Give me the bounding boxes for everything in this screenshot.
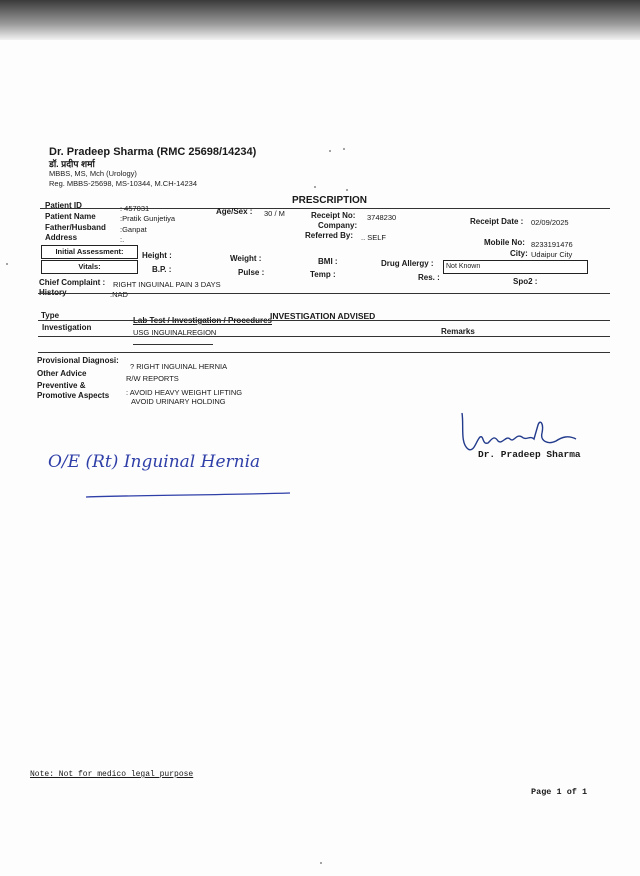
investigation-title: INVESTIGATION ADVISED — [270, 311, 376, 321]
referred-label: Referred By: — [305, 231, 354, 240]
weight-label: Weight : — [230, 254, 262, 263]
handwritten-underline — [84, 490, 294, 500]
handwritten-note: O/E (Rt) Inguinal Hernia — [48, 452, 261, 472]
scan-speck — [320, 862, 322, 864]
doctor-qualification: MBBS, MS, Mch (Urology) — [49, 169, 137, 178]
type-header: Type — [41, 311, 60, 320]
initial-assessment-box — [41, 245, 138, 259]
chief-complaint-label: Chief Complaint : — [39, 278, 106, 287]
city-value: Udaipur City — [531, 250, 573, 259]
referred-value: .. SELF — [361, 233, 387, 242]
investigation-row-value: USG INGUINALREGION — [133, 328, 217, 337]
age-sex-label: Age/Sex : — [216, 207, 253, 216]
chief-complaint: RIGHT INGUINAL PAIN 3 DAYS — [113, 280, 221, 289]
drug-allergy-box — [443, 260, 588, 274]
bmi-label: BMI : — [318, 257, 338, 266]
address-value: :. — [120, 235, 125, 244]
father-label: Father/Husband — [45, 223, 106, 232]
doctor-name: Dr. Pradeep Sharma (RMC 25698/14234) — [49, 146, 257, 158]
divider — [38, 336, 610, 337]
history-label: History — [39, 288, 67, 297]
scan-speck — [346, 189, 348, 191]
remarks-header: Remarks — [441, 327, 475, 336]
diagnosis-value: ? RIGHT INGUINAL HERNIA — [130, 362, 228, 371]
divider — [38, 320, 610, 321]
drug-allergy-value: Not Known — [446, 263, 481, 270]
receipt-no-label: Receipt No: — [311, 211, 356, 220]
drug-allergy-label: Drug Allergy : — [381, 259, 434, 268]
prescription-page: Dr. Pradeep Sharma (RMC 25698/14234) डॉ. प्रदीप शर्मा MBBS, MS, Mch (Urology) Reg. MBBS-25698, MS-10344, M.CH-14234 PRESCRIPTION Patient ID : 457031 Patient Name :Pratik Gunjetiya Father/Husband :Ganpat Address :. Age/Sex : 30 / M Receipt No: 3748230 Company: Referred By: .. SELF Receipt Date : 02/09/2025 Mobile No: 8233191476 City: Udaipur City Initial Assessment: Vitals: Height : Weight : BMI : B.P. : Pulse : Temp : Drug Allergy : Not Known Res. : Spo2 : Chief Complaint : RIGHT INGUINAL PAIN 3 DAYS History :NAD INVESTIGATION ADVISED Type Lab Test / Investigation / Procedures Investigation USG INGUINALREGION Remarks Provisional Diagnosi: ? RIGHT INGUINAL HERNIA Other Advice R/W REPORTS Preventive & Promotive Aspects : AVOID HEAVY WEIGHT LIFTING AVOID URINARY HOLDING Dr. Pradeep Sharma O/E (Rt) Inguinal Hernia Note: Not for medico legal purpose Page 1 of 1 — [0, 0, 640, 876]
preventive-advice-2: AVOID URINARY HOLDING — [131, 397, 226, 406]
doctor-signature — [452, 405, 582, 455]
promotive-label: Promotive Aspects — [37, 391, 110, 400]
city-label: City: — [510, 249, 528, 258]
scan-speck — [6, 263, 8, 265]
advice-label: Other Advice — [37, 369, 87, 378]
investigation-row-type: Investigation — [42, 323, 92, 332]
pulse-label: Pulse : — [238, 268, 265, 277]
preventive-advice-1: : AVOID HEAVY WEIGHT LIFTING — [126, 388, 243, 397]
lab-header: Lab Test / Investigation / Procedures — [133, 316, 272, 325]
scan-speck — [314, 186, 316, 188]
divider — [133, 344, 213, 345]
history-value: :NAD — [110, 290, 128, 299]
sex-value: / M — [274, 209, 285, 218]
temp-label: Temp : — [310, 270, 336, 279]
bp-label: B.P. : — [152, 265, 172, 274]
patient-id: 457031 — [124, 204, 150, 213]
scan-top-shadow — [0, 0, 640, 40]
prescription-title: PRESCRIPTION — [292, 195, 368, 206]
patient-id-label: Patient ID — [45, 201, 82, 210]
doctor-name-hindi: डॉ. प्रदीप शर्मा — [49, 159, 95, 169]
receipt-date-label: Receipt Date : — [470, 217, 524, 226]
patient-name: Pratik Gunjetiya — [122, 214, 176, 223]
divider — [38, 293, 610, 294]
signature-name: Dr. Pradeep Sharma — [478, 449, 581, 460]
mobile-value: 8233191476 — [531, 240, 573, 249]
footer-note: Note: Not for medico legal purpose — [30, 770, 194, 779]
doctor-registration: Reg. MBBS-25698, MS-10344, M.CH-14234 — [49, 179, 197, 188]
height-label: Height : — [142, 251, 172, 260]
scan-speck — [343, 148, 345, 150]
divider — [38, 352, 610, 353]
initial-assessment-label: Initial Assessment: — [55, 247, 124, 256]
advice-value: R/W REPORTS — [126, 374, 179, 383]
company-label: Company: — [318, 221, 358, 230]
scan-speck — [329, 150, 331, 152]
mobile-label: Mobile No: — [484, 238, 525, 247]
spo2-label: Spo2 : — [513, 277, 538, 286]
receipt-no: 3748230 — [367, 213, 397, 222]
age-value: 30 — [264, 209, 273, 218]
preventive-label: Preventive & — [37, 381, 86, 390]
res-label: Res. : — [418, 273, 440, 282]
patient-name-label: Patient Name — [45, 212, 96, 221]
vitals-label: Vitals: — [78, 262, 101, 271]
diagnosis-label: Provisional Diagnosi: — [37, 356, 119, 365]
father-name: Ganpat — [122, 225, 147, 234]
vitals-box — [41, 260, 138, 274]
page-number: Page 1 of 1 — [531, 787, 588, 797]
receipt-date: 02/09/2025 — [531, 218, 569, 227]
address-label: Address — [45, 233, 78, 242]
